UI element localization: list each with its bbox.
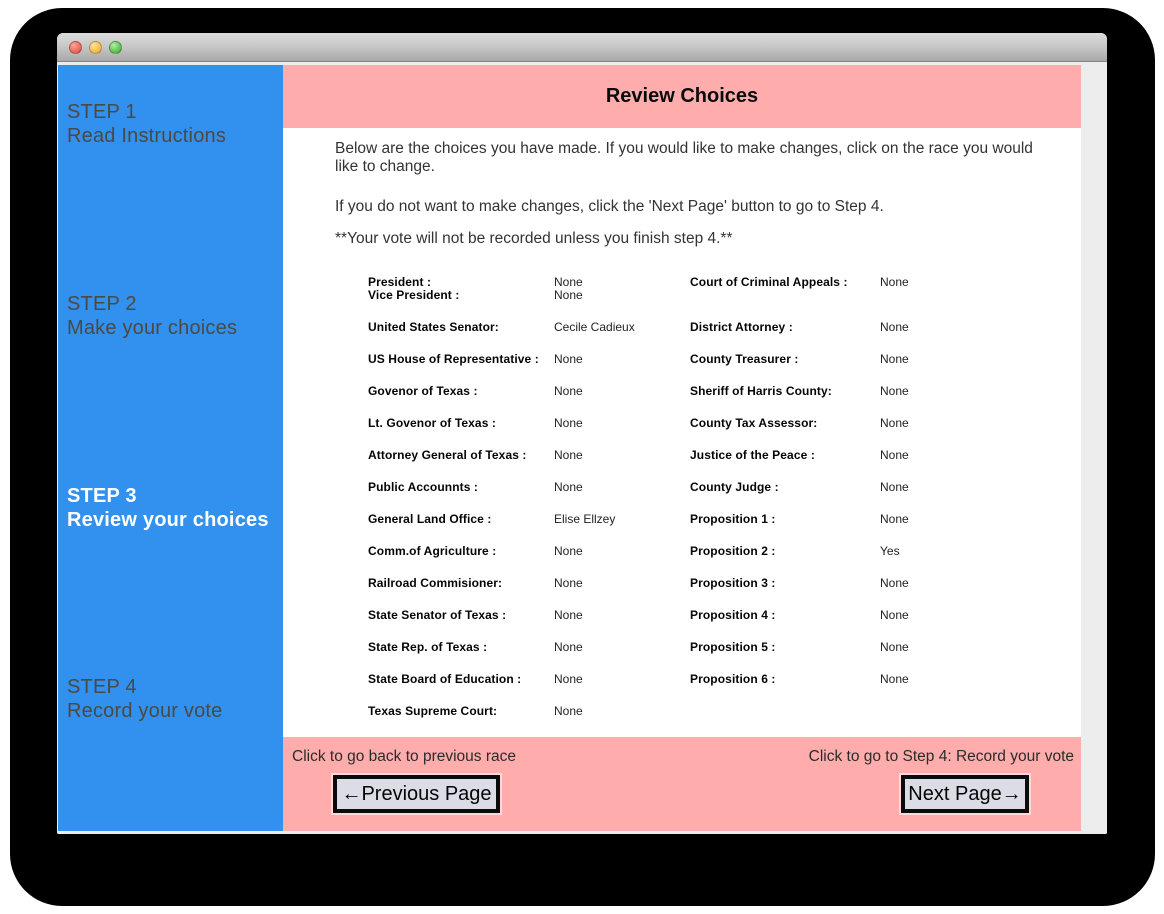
zoom-button[interactable] bbox=[109, 41, 122, 54]
step-number: STEP 3 bbox=[67, 485, 137, 507]
window-titlebar[interactable] bbox=[57, 33, 1107, 62]
steps-sidebar bbox=[58, 65, 283, 831]
race-item[interactable] bbox=[690, 481, 880, 513]
main-content bbox=[283, 128, 1081, 737]
race-name: Sheriff of Harris County: bbox=[690, 384, 832, 398]
choice-value: None bbox=[880, 352, 909, 366]
race-name: State Board of Education : bbox=[368, 672, 522, 686]
race-name: United States Senator: bbox=[368, 320, 499, 334]
race-choice[interactable] bbox=[880, 417, 1030, 449]
race-name: General Land Office : bbox=[368, 512, 492, 526]
step-number: STEP 1 bbox=[67, 101, 137, 123]
race-name: Lt. Govenor of Texas : bbox=[368, 416, 496, 430]
choice-value: None bbox=[554, 704, 583, 718]
race-item[interactable] bbox=[368, 353, 554, 385]
instruction-line-1: Below are the choices you have made. If you would like to make changes, click on the race you would like to change. bbox=[335, 140, 1033, 175]
race-name: Attorney General of Texas : bbox=[368, 448, 527, 462]
race-item[interactable] bbox=[368, 481, 554, 513]
previous-page-button[interactable]: ←Previous Page bbox=[333, 775, 500, 813]
table-row bbox=[368, 641, 1068, 673]
race-item[interactable] bbox=[368, 513, 554, 545]
choice-value: None bbox=[880, 512, 909, 526]
close-button[interactable] bbox=[69, 41, 82, 54]
race-choice[interactable] bbox=[880, 577, 1030, 609]
choice-value: None bbox=[880, 672, 909, 686]
step-number: STEP 4 bbox=[67, 676, 137, 698]
choices-table bbox=[368, 276, 1068, 737]
choice-value: None bbox=[880, 416, 909, 430]
race-item[interactable] bbox=[368, 609, 554, 641]
race-item[interactable] bbox=[368, 673, 554, 705]
race-choice[interactable] bbox=[880, 609, 1030, 641]
minimize-button[interactable] bbox=[89, 41, 102, 54]
race-name: Govenor of Texas : bbox=[368, 384, 478, 398]
race-item[interactable] bbox=[368, 321, 554, 353]
table-row bbox=[368, 609, 1068, 641]
race-choice[interactable] bbox=[880, 353, 1030, 385]
table-row bbox=[368, 545, 1068, 577]
choice-value: Cecile Cadieux bbox=[554, 320, 635, 334]
race-choice[interactable] bbox=[554, 545, 690, 577]
race-item[interactable] bbox=[690, 513, 880, 545]
instructions bbox=[335, 140, 1041, 248]
previous-hint: Click to go back to previous race bbox=[292, 748, 516, 765]
race-item[interactable] bbox=[368, 545, 554, 577]
race-name: Proposition 5 : bbox=[690, 640, 776, 654]
page-header bbox=[283, 65, 1081, 128]
table-row bbox=[368, 673, 1068, 705]
race-item[interactable] bbox=[690, 545, 880, 577]
table-row bbox=[368, 353, 1068, 385]
race-name: Texas Supreme Court: bbox=[368, 704, 498, 718]
race-choice[interactable] bbox=[880, 545, 1030, 577]
race-choice[interactable] bbox=[554, 449, 690, 481]
race-choice[interactable] bbox=[880, 481, 1030, 513]
race-choice[interactable] bbox=[554, 641, 690, 673]
race-item[interactable] bbox=[690, 577, 880, 609]
race-name: State Senator of Texas : bbox=[368, 608, 507, 622]
choice-value: None bbox=[554, 480, 583, 494]
race-choice[interactable] bbox=[880, 673, 1030, 705]
step-label: Read Instructions bbox=[67, 125, 227, 147]
choice-value: None bbox=[554, 608, 583, 622]
race-item[interactable] bbox=[368, 705, 554, 737]
race-name: Vice President : bbox=[368, 288, 460, 302]
race-choice[interactable] bbox=[554, 276, 690, 321]
table-row bbox=[368, 417, 1068, 449]
sidebar-step bbox=[67, 484, 279, 532]
choice-value: None bbox=[554, 384, 583, 398]
choice-value: None bbox=[880, 480, 909, 494]
race-item[interactable] bbox=[690, 276, 880, 321]
race-name: President : bbox=[368, 275, 432, 289]
race-item[interactable] bbox=[690, 321, 880, 353]
race-name: Proposition 2 : bbox=[690, 544, 776, 558]
race-name: Court of Criminal Appeals : bbox=[690, 275, 848, 289]
table-row bbox=[368, 577, 1068, 609]
race-name: District Attorney : bbox=[690, 320, 793, 334]
race-choice[interactable] bbox=[554, 609, 690, 641]
navigation-footer bbox=[283, 737, 1081, 831]
table-row bbox=[368, 513, 1068, 545]
race-item[interactable] bbox=[690, 609, 880, 641]
step-label: Record your vote bbox=[67, 700, 223, 722]
race-name: US House of Representative : bbox=[368, 352, 539, 366]
race-choice[interactable] bbox=[880, 385, 1030, 417]
race-choice[interactable] bbox=[554, 385, 690, 417]
race-choice[interactable] bbox=[554, 705, 690, 737]
table-row bbox=[368, 385, 1068, 417]
race-name: County Tax Assessor: bbox=[690, 416, 818, 430]
sidebar-step bbox=[67, 292, 279, 340]
race-item[interactable] bbox=[690, 353, 880, 385]
race-choice[interactable] bbox=[554, 513, 690, 545]
window-controls bbox=[69, 41, 122, 54]
race-choice[interactable] bbox=[880, 321, 1030, 353]
race-name: Proposition 6 : bbox=[690, 672, 776, 686]
choice-value: None bbox=[880, 320, 909, 334]
table-row bbox=[368, 481, 1068, 513]
race-item[interactable] bbox=[690, 385, 880, 417]
step-label: Review your choices bbox=[67, 509, 269, 531]
race-choice[interactable] bbox=[554, 577, 690, 609]
race-choice[interactable] bbox=[880, 276, 1030, 321]
race-name: Proposition 4 : bbox=[690, 608, 776, 622]
race-name: Justice of the Peace : bbox=[690, 448, 815, 462]
choice-value: Yes bbox=[880, 544, 900, 558]
race-name: Public Accounnts : bbox=[368, 480, 479, 494]
choice-value: None bbox=[554, 448, 583, 462]
instruction-line-2: If you do not want to make changes, click the 'Next Page' button to go to Step 4. bbox=[335, 198, 884, 215]
choice-value: None bbox=[880, 608, 909, 622]
choice-value: None bbox=[880, 448, 909, 462]
instruction-line-3: **Your vote will not be recorded unless you finish step 4.** bbox=[335, 230, 733, 247]
choice-value: None bbox=[554, 352, 583, 366]
table-row bbox=[368, 321, 1068, 353]
race-item[interactable] bbox=[368, 385, 554, 417]
race-item[interactable] bbox=[368, 577, 554, 609]
step-label: Make your choices bbox=[67, 317, 238, 339]
race-choice[interactable] bbox=[554, 673, 690, 705]
choice-value: None bbox=[880, 576, 909, 590]
race-name: County Treasurer : bbox=[690, 352, 799, 366]
table-row bbox=[368, 276, 1068, 321]
race-item[interactable] bbox=[368, 417, 554, 449]
race-item[interactable] bbox=[368, 641, 554, 673]
race-name: State Rep. of Texas : bbox=[368, 640, 488, 654]
race-item[interactable] bbox=[368, 449, 554, 481]
race-item[interactable] bbox=[368, 276, 554, 321]
choice-value: None bbox=[554, 275, 583, 289]
race-name: Railroad Commisioner: bbox=[368, 576, 503, 590]
race-item[interactable] bbox=[690, 705, 880, 737]
race-item[interactable] bbox=[690, 673, 880, 705]
sidebar-step bbox=[67, 100, 279, 148]
race-choice[interactable] bbox=[554, 353, 690, 385]
choice-value: None bbox=[554, 576, 583, 590]
race-choice[interactable] bbox=[554, 417, 690, 449]
next-hint: Click to go to Step 4: Record your vote bbox=[808, 748, 1074, 765]
step-number: STEP 2 bbox=[67, 293, 137, 315]
app-window bbox=[57, 33, 1107, 834]
table-row bbox=[368, 705, 1068, 737]
choice-value: None bbox=[554, 288, 583, 302]
window-body bbox=[57, 63, 1107, 834]
race-choice[interactable] bbox=[880, 705, 1030, 737]
choice-value: None bbox=[554, 672, 583, 686]
choice-value: None bbox=[554, 544, 583, 558]
race-choice[interactable] bbox=[880, 641, 1030, 673]
race-item[interactable] bbox=[690, 641, 880, 673]
race-name: Proposition 1 : bbox=[690, 512, 776, 526]
race-name: Comm.of Agriculture : bbox=[368, 544, 497, 558]
choice-value: None bbox=[880, 275, 909, 289]
race-item[interactable] bbox=[690, 417, 880, 449]
sidebar-step bbox=[67, 675, 279, 723]
table-row bbox=[368, 449, 1068, 481]
page-title: Review Choices bbox=[605, 85, 759, 107]
race-choice[interactable] bbox=[554, 481, 690, 513]
choice-value: None bbox=[554, 640, 583, 654]
race-item[interactable] bbox=[690, 449, 880, 481]
choice-value: None bbox=[554, 416, 583, 430]
choice-value: Elise Ellzey bbox=[554, 512, 616, 526]
race-choice[interactable] bbox=[554, 321, 690, 353]
race-name: Proposition 3 : bbox=[690, 576, 776, 590]
race-choice[interactable] bbox=[880, 449, 1030, 481]
next-page-button[interactable]: Next Page→ bbox=[901, 775, 1029, 813]
choice-value: None bbox=[880, 640, 909, 654]
race-name: County Judge : bbox=[690, 480, 779, 494]
race-choice[interactable] bbox=[880, 513, 1030, 545]
choice-value: None bbox=[880, 384, 909, 398]
